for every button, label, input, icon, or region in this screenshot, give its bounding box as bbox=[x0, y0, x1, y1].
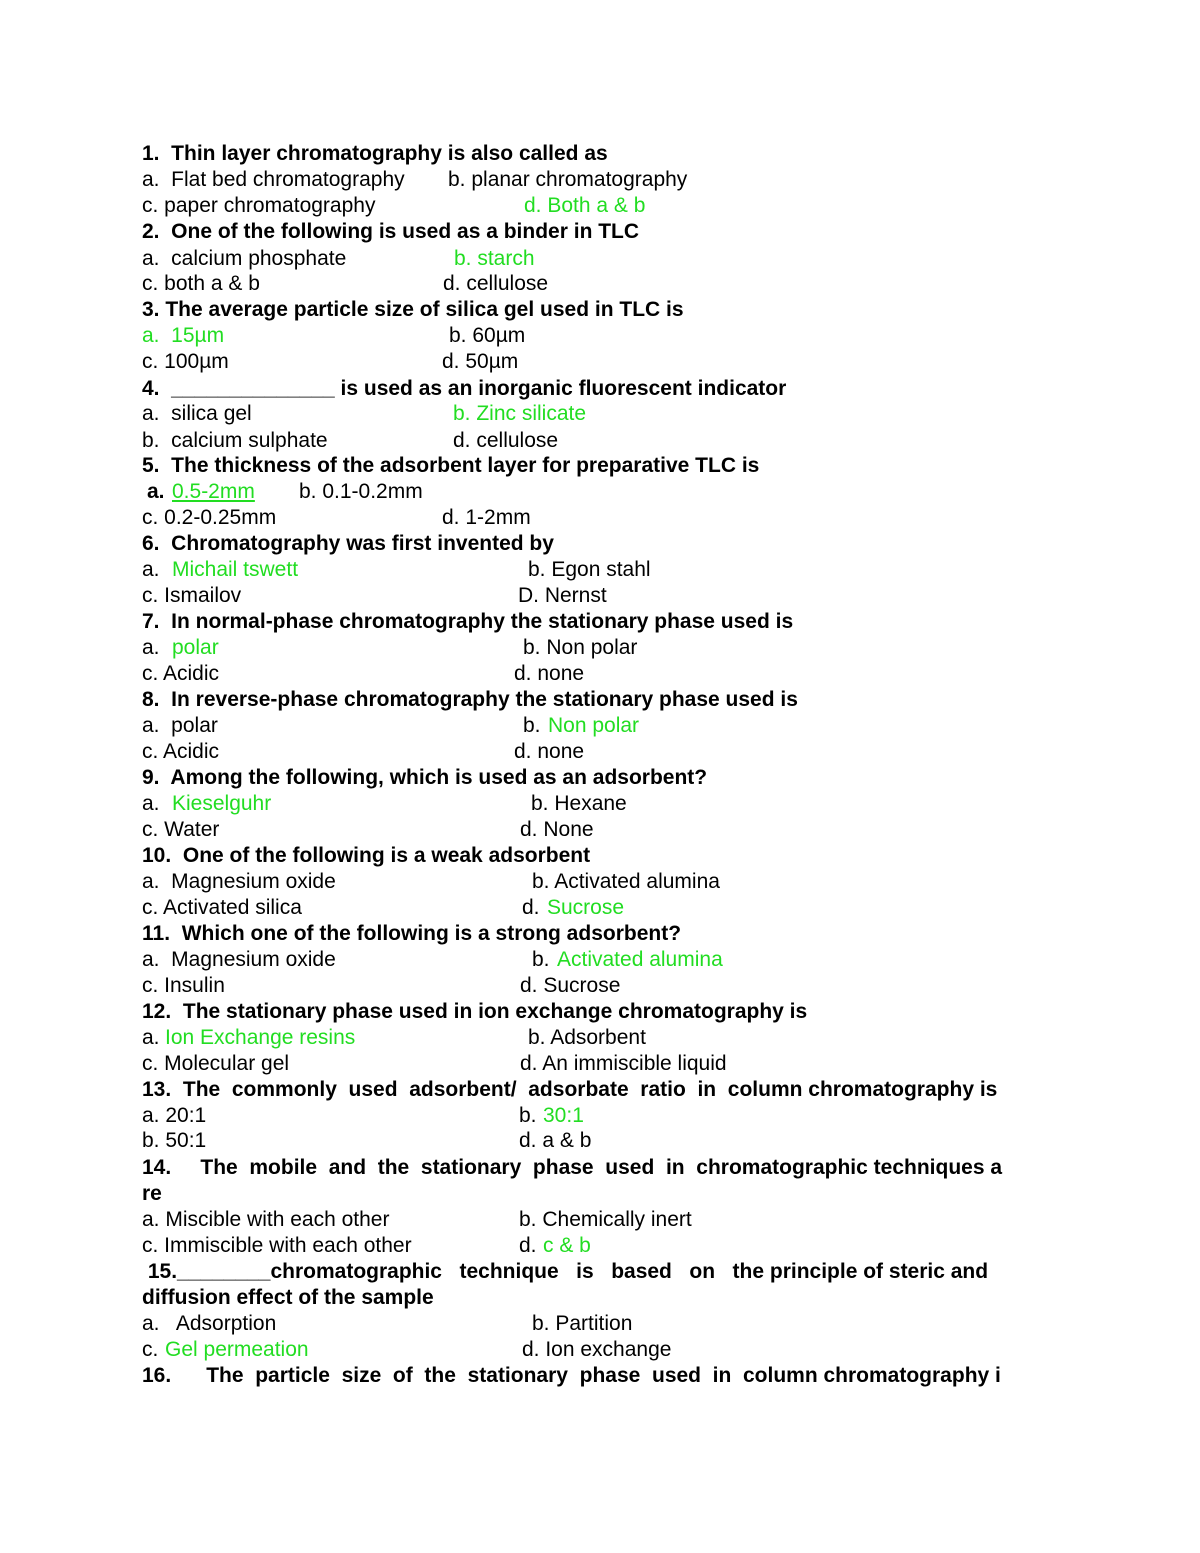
question-14: 14. The mobile and the stationary phase used in chromatographic techniques a bbox=[142, 1156, 1003, 1179]
q11-options-row-2 bbox=[142, 973, 621, 999]
q6-option-a-prefix: a. bbox=[142, 558, 172, 581]
q2-options-row-1 bbox=[142, 246, 535, 272]
question-6: 6. Chromatography was first invented by bbox=[142, 532, 554, 555]
q10-options-row-2 bbox=[142, 895, 625, 921]
q1-options-row-1 bbox=[142, 167, 688, 193]
q6-options-row-1 bbox=[142, 557, 651, 583]
q15-options-row-2 bbox=[142, 1337, 672, 1363]
q13-option-c: b. 50:1 bbox=[142, 1129, 207, 1152]
q2-options-row-2 bbox=[142, 271, 549, 297]
question-4: 4. ______________ is used as an inorganic fluorescent indicator bbox=[142, 377, 787, 400]
q4-options-row-2 bbox=[142, 428, 559, 454]
question-7: 7. In normal-phase chromatography the stationary phase used is bbox=[142, 610, 794, 633]
q15-option-d: d. Ion exchange bbox=[522, 1338, 672, 1361]
question-15-continued: diffusion effect of the sample bbox=[142, 1286, 434, 1309]
q12-option-c: c. Molecular gel bbox=[142, 1052, 290, 1075]
q4-options-row-1 bbox=[142, 401, 587, 427]
q11-option-d: d. Sucrose bbox=[520, 974, 621, 997]
question-14-continued: re bbox=[142, 1182, 162, 1205]
q9-option-b: b. Hexane bbox=[531, 792, 627, 815]
q12-option-b: b. Adsorbent bbox=[528, 1026, 646, 1049]
q6-option-b: b. Egon stahl bbox=[528, 558, 651, 581]
q13-options-row-1 bbox=[142, 1103, 584, 1129]
q5-options-row-2 bbox=[142, 505, 531, 531]
q15-option-c-prefix: c. bbox=[142, 1338, 165, 1361]
question-12: 12. The stationary phase used in ion exchange chromatography is bbox=[142, 1000, 808, 1023]
q1-option-a: a. Flat bed chromatography bbox=[142, 168, 405, 191]
q8-option-d: d. none bbox=[514, 740, 585, 763]
q9-options-row-1 bbox=[142, 791, 627, 817]
question-9: 9. Among the following, which is used as an adsorbent? bbox=[142, 766, 708, 789]
q3-option-a-answer: a. 15µm bbox=[142, 324, 225, 347]
q8-option-b-answer: Non polar bbox=[548, 714, 640, 737]
question-5: 5. The thickness of the adsorbent layer for preparative TLC is bbox=[142, 454, 760, 477]
q12-option-d: d. An immiscible liquid bbox=[520, 1052, 727, 1075]
question-11: 11. Which one of the following is a strong adsorbent? bbox=[142, 922, 682, 945]
q4-option-d: d. cellulose bbox=[453, 429, 559, 452]
q11-option-b-prefix: b. bbox=[532, 948, 556, 971]
q3-option-d: d. 50µm bbox=[442, 350, 519, 373]
q1-option-b: b. planar chromatography bbox=[448, 168, 688, 191]
question-3: 3. The average particle size of silica gel used in TLC is bbox=[142, 298, 684, 321]
q13-option-b-prefix: b. bbox=[519, 1104, 543, 1127]
q6-option-d: D. Nernst bbox=[518, 584, 607, 607]
q1-option-c: c. paper chromatography bbox=[142, 194, 376, 217]
q15-option-a: a. Adsorption bbox=[142, 1312, 277, 1335]
q12-options-row-1 bbox=[142, 1025, 646, 1051]
q7-option-a-answer: polar bbox=[172, 636, 219, 659]
q3-option-b: b. 60µm bbox=[449, 324, 526, 347]
q5-option-d: d. 1-2mm bbox=[442, 506, 531, 529]
q9-option-c: c. Water bbox=[142, 818, 220, 841]
question-13: 13. The commonly used adsorbent/ adsorbate ratio in column chromatography is bbox=[142, 1078, 998, 1101]
q15-option-c-answer: Gel permeation bbox=[165, 1338, 309, 1361]
q10-option-a: a. Magnesium oxide bbox=[142, 870, 336, 893]
q6-option-c: c. Ismailov bbox=[142, 584, 242, 607]
q3-options-row-2 bbox=[142, 349, 519, 375]
q11-option-a: a. Magnesium oxide bbox=[142, 948, 336, 971]
q8-options-row-2 bbox=[142, 739, 585, 765]
question-8: 8. In reverse-phase chromatography the stationary phase used is bbox=[142, 688, 798, 711]
q5-option-a-answer: 0.5-2mm bbox=[172, 480, 255, 503]
q2-option-c: c. both a & b bbox=[142, 272, 260, 295]
q4-option-b-answer: b. Zinc silicate bbox=[453, 402, 587, 425]
q7-option-d: d. none bbox=[514, 662, 585, 685]
q12-options-row-2 bbox=[142, 1051, 727, 1077]
q15-option-b: b. Partition bbox=[532, 1312, 633, 1335]
q7-options-row-1 bbox=[142, 635, 638, 661]
q14-option-a: a. Miscible with each other bbox=[142, 1208, 390, 1231]
q7-option-c: c. Acidic bbox=[142, 662, 220, 685]
question-1: 1. Thin layer chromatography is also called as bbox=[142, 142, 608, 165]
q11-option-b-answer: Activated alumina bbox=[557, 948, 723, 971]
q14-options-row-1 bbox=[142, 1207, 692, 1233]
q9-option-a-answer: Kieselguhr bbox=[172, 792, 272, 815]
q7-option-b: b. Non polar bbox=[523, 636, 638, 659]
q10-option-d-prefix: d. bbox=[522, 896, 546, 919]
q4-option-c: b. calcium sulphate bbox=[142, 429, 328, 452]
q5-option-c: c. 0.2-0.25mm bbox=[142, 506, 277, 529]
q2-option-d: d. cellulose bbox=[443, 272, 549, 295]
q9-option-a-prefix: a. bbox=[142, 792, 172, 815]
q2-option-b-answer: b. starch bbox=[454, 247, 535, 270]
q6-options-row-2 bbox=[142, 583, 607, 609]
q3-option-c: c. 100µm bbox=[142, 350, 229, 373]
question-10: 10. One of the following is a weak adsorbent bbox=[142, 844, 591, 867]
q1-option-d-answer: d. Both a & b bbox=[524, 194, 646, 217]
q14-option-d-prefix: d. bbox=[519, 1234, 543, 1257]
q7-options-row-2 bbox=[142, 661, 585, 687]
q2-option-a: a. calcium phosphate bbox=[142, 247, 347, 270]
q12-option-a-prefix: a. bbox=[142, 1026, 166, 1049]
q10-options-row-1 bbox=[142, 869, 720, 895]
q8-option-c: c. Acidic bbox=[142, 740, 220, 763]
q10-option-d-answer: Sucrose bbox=[547, 896, 625, 919]
q12-option-a-answer: Ion Exchange resins bbox=[165, 1026, 356, 1049]
q13-option-b-answer: 30:1 bbox=[543, 1104, 584, 1127]
question-15: 15.________chromatographic technique is based on the principle of steric and bbox=[142, 1260, 989, 1283]
q11-options-row-1 bbox=[142, 947, 723, 973]
q14-options-row-2 bbox=[142, 1233, 591, 1259]
q6-option-a-answer: Michail tswett bbox=[172, 558, 299, 581]
q7-option-a-prefix: a. bbox=[142, 636, 172, 659]
q3-options-row-1 bbox=[142, 323, 526, 349]
q1-options-row-2 bbox=[142, 193, 646, 219]
q9-option-d: d. None bbox=[520, 818, 594, 841]
q5-option-b: b. 0.1-0.2mm bbox=[299, 480, 423, 503]
q8-option-a: a. polar bbox=[142, 714, 218, 737]
q9-options-row-2 bbox=[142, 817, 594, 843]
q13-option-a: a. 20:1 bbox=[142, 1104, 207, 1127]
q10-option-c: c. Activated silica bbox=[142, 896, 302, 919]
q11-option-c: c. Insulin bbox=[142, 974, 225, 997]
q10-option-b: b. Activated alumina bbox=[532, 870, 720, 893]
q14-option-c: c. Immiscible with each other bbox=[142, 1234, 412, 1257]
q14-option-b: b. Chemically inert bbox=[519, 1208, 692, 1231]
q5-option-a-prefix: a. bbox=[147, 480, 165, 503]
q8-option-b-prefix: b. bbox=[523, 714, 547, 737]
question-2: 2. One of the following is used as a binder in TLC bbox=[142, 220, 640, 243]
q15-options-row-1 bbox=[142, 1311, 633, 1337]
q5-options-row-1 bbox=[142, 479, 423, 505]
q13-option-d: d. a & b bbox=[519, 1129, 592, 1152]
q14-option-d-answer: c & b bbox=[543, 1234, 591, 1257]
q13-options-row-2 bbox=[142, 1128, 592, 1154]
q4-option-a: a. silica gel bbox=[142, 402, 252, 425]
q8-options-row-1 bbox=[142, 713, 640, 739]
question-16: 16. The particle size of the stationary phase used in column chromatography i bbox=[142, 1364, 1001, 1387]
